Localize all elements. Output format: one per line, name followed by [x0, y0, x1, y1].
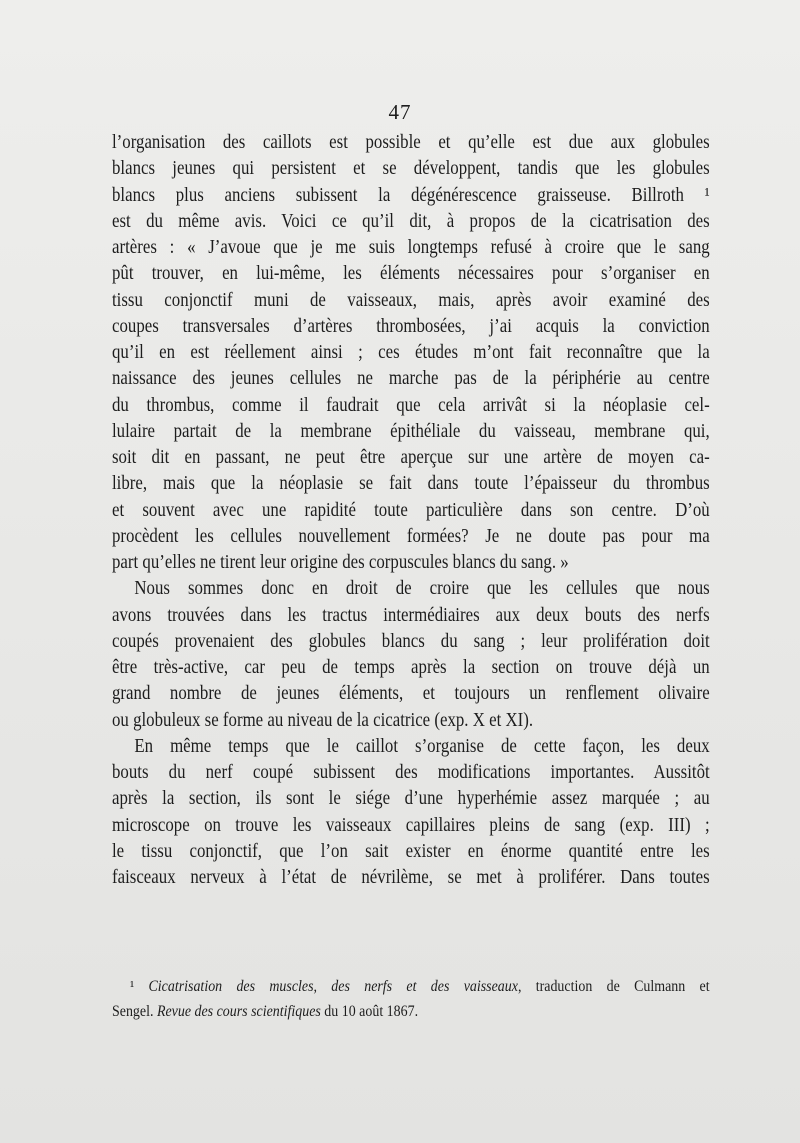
text-line: bouts du nerf coupé subissent des modifications importantes. Aussitôt	[112, 762, 710, 783]
text-line: ou globuleux se forme au niveau de la cicatrice (exp. X et XI).	[112, 709, 534, 731]
text-line: blancs jeunes qui persistent et se développent, tandis que les globules	[112, 158, 710, 180]
text-line: libre, mais que la néoplasie se fait dans toute l’épaisseur du thrombus	[112, 473, 710, 495]
text-line: soit dit en passant, ne peut être aperçue sur une artère de moyen ca-	[112, 447, 710, 468]
footnote-marker: ¹	[130, 978, 135, 995]
text-line: En même temps que le caillot s’organise de cette façon, les deux	[134, 735, 710, 757]
text-line: faisceaux nerveux à l’état de névrilème, se met à proliférer. Dans toutes	[112, 867, 710, 888]
footnote-line	[112, 999, 710, 1024]
body-text	[112, 130, 710, 891]
text-line: pût trouver, en lui-même, les éléments nécessaires pour s’organiser en	[112, 263, 710, 285]
text-line: du thrombus, comme il faudrait que cela arrivât si la néoplasie cel-	[112, 394, 710, 416]
page-number: 47	[388, 100, 412, 124]
text-line: blancs plus anciens subissent la dégénérescence graisseuse. Billroth ¹	[112, 184, 710, 206]
text-line: avons trouvées dans les tractus intermédiaires aux deux bouts des nerfs	[112, 604, 710, 626]
footnote	[112, 974, 710, 1024]
text-line: procèdent les cellules nouvellement formées? Je ne doute pas pour ma	[112, 525, 710, 547]
text-line: Nous sommes donc en droit de croire que les cellules que nous	[134, 578, 710, 600]
text-line: le tissu conjonctif, que l’on sait exister en énorme quantité entre les	[112, 840, 710, 862]
text-line: grand nombre de jeunes éléments, et toujours un renflement olivaire	[112, 683, 710, 705]
text-line: être très-active, car peu de temps après la section on trouve déjà un	[112, 657, 710, 678]
text-line: part qu’elles ne tirent leur origine des corpuscules blancs du sang. »	[112, 552, 569, 573]
text-line: est du même avis. Voici ce qu’il dit, à propos de la cicatrisation des	[112, 210, 710, 232]
text-line: lulaire partait de la membrane épithéliale du vaisseau, membrane qui,	[112, 420, 710, 442]
text-line: microscope on trouve les vaisseaux capillaires pleins de sang (exp. III) ;	[112, 814, 710, 836]
text-line: coupes transversales d’artères thrombosées, j’ai acquis la conviction	[112, 315, 710, 337]
footnote-line	[112, 974, 710, 999]
text-line: artères : « J’avoue que je me suis longtemps refusé à croire que le sang	[112, 237, 710, 258]
text-line: tissu conjonctif muni de vaisseaux, mais, après avoir examiné des	[112, 289, 710, 311]
text-line: coupés provenaient des globules blancs du sang ; leur prolifération doit	[112, 630, 710, 652]
footnote-date: du 10 août 1867.	[324, 1003, 419, 1020]
footnote-journal: Revue des cours scientifiques	[156, 1003, 321, 1020]
text-line: et souvent avec une rapidité toute particulière dans son centre. D’où	[112, 499, 710, 521]
text-line: naissance des jeunes cellules ne marche pas de la périphérie au centre	[112, 368, 710, 390]
footnote-text: , traduction de Culmann et	[517, 978, 710, 995]
footnote-title: Cicatrisation des muscles, des nerfs et des vaisseaux	[148, 978, 518, 995]
text-line: l’organisation des caillots est possible et qu’elle est due aux globules	[112, 132, 710, 153]
text-line: qu’il en est réellement ainsi ; ces études m’ont fait reconnaître que la	[112, 342, 710, 363]
text-line: après la section, ils sont le siége d’une hyperhémie assez marquée ; au	[112, 788, 710, 810]
footnote-text: Sengel.	[112, 1003, 154, 1020]
